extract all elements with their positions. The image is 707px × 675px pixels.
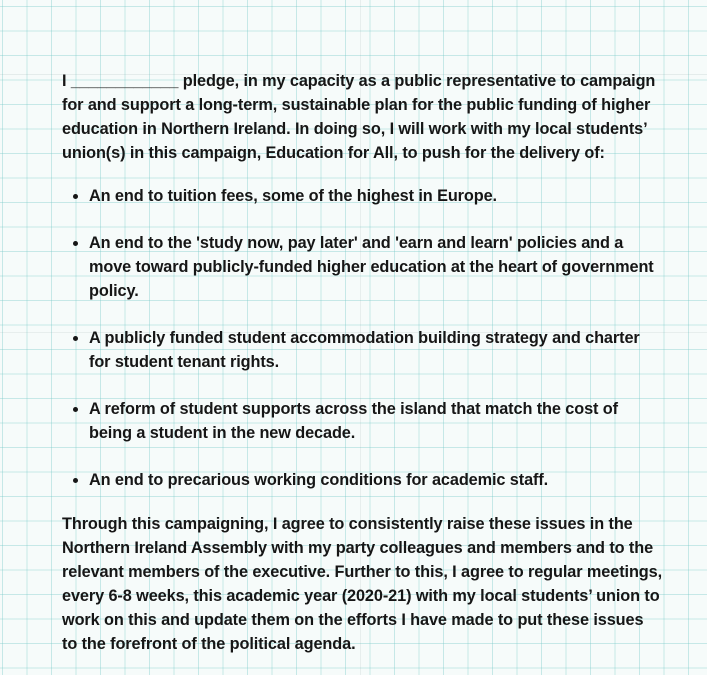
demand-item: • An end to precarious working conditions for academic staff. [89,468,662,492]
demand-item: • An end to the 'study now, pay later' and 'earn and learn' policies and a move toward publicly-funded higher education at the heart of government policy. [89,231,662,303]
demand-item: • An end to tuition fees, some of the highest in Europe. [89,184,662,208]
pledge-closing: Through this campaigning, I agree to consistently raise these issues in the Northern Ireland Assembly with my party colleagues and members and to the relevant members of the executive. Further to this, I agree to regular meetings, every 6-8 weeks, this academic year (2020-21) with my local students’ union to work on this and update them on the efforts I have made to put these issues to the forefront of the political agenda. [62,515,663,653]
demand-item: • A publicly funded student accommodation building strategy and charter for student tenant rights. [89,326,662,374]
pledge-text [62,69,662,656]
pledge-intro: I ____________ pledge, in my capacity as a public representative to campaign for and support a long-term, sustainable plan for the public funding of higher education in Northern Ireland. In doing so, I will work with my local students’ union(s) in this campaign, Education for All, to push for the delivery of: [62,72,656,162]
demands-list [62,184,662,492]
demand-item: • A reform of student supports across the island that match the cost of being a student in the new decade. [89,397,662,445]
